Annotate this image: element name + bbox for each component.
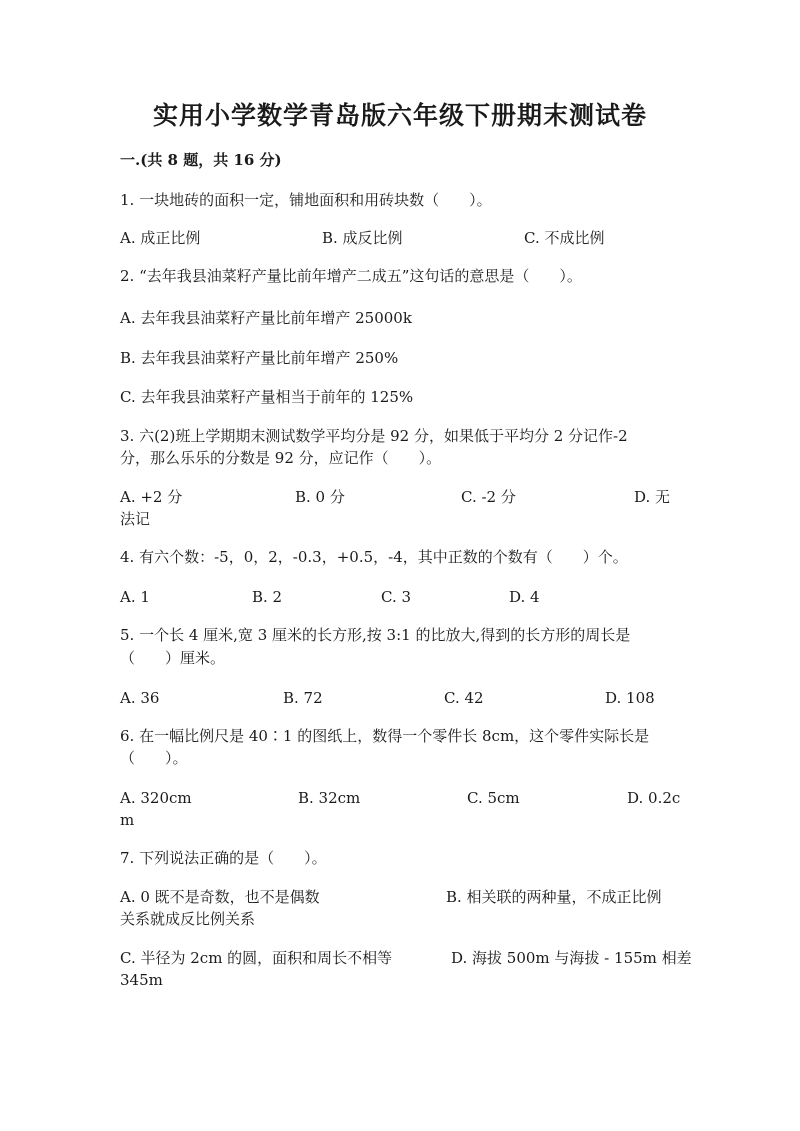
question-6-stem-line-2: （ ）。 xyxy=(120,749,188,767)
question-2-stem: 2. “去年我县油菜籽产量比前年增产二成五”这句话的意思是（ ）。 xyxy=(120,267,582,285)
question-6-stem-line-1: 6. 在一幅比例尺是 40∶1 的图纸上，数得一个零件长 8cm，这个零件实际长是 xyxy=(120,727,650,745)
question-4-option-b: B. 2 xyxy=(252,588,283,606)
question-4-option-c: C. 3 xyxy=(381,588,412,606)
question-6-option-a: A. 320cm xyxy=(120,789,192,807)
question-5-option-a: A. 36 xyxy=(120,689,160,707)
question-6-option-d-wrap: m xyxy=(120,811,135,829)
question-6-option-b: B. 32cm xyxy=(298,789,361,807)
question-5-stem-line-1: 5. 一个长 4 厘米,宽 3 厘米的长方形,按 3:1 的比放大,得到的长方形的周长是 xyxy=(120,626,631,644)
question-7-option-b: B. 相关联的两种量，不成正比例 xyxy=(446,888,662,906)
question-2-option-c: C. 去年我县油菜籽产量相当于前年的 125% xyxy=(120,388,414,406)
question-5-option-c: C. 42 xyxy=(444,689,484,707)
question-1-option-b: B. 成反比例 xyxy=(322,229,403,247)
question-4-stem: 4. 有六个数：-5，0，2，-0.3，+0.5，-4，其中正数的个数有（ ）个。 xyxy=(120,548,628,566)
question-3-option-a: A. +2 分 xyxy=(120,488,183,506)
question-3-option-c: C. -2 分 xyxy=(461,488,516,506)
question-7-option-c: C. 半径为 2cm 的圆，面积和周长不相等 xyxy=(120,949,393,967)
question-2-option-a: A. 去年我县油菜籽产量比前年增产 25000k xyxy=(120,309,412,327)
page-title: 实用小学数学青岛版六年级下册期末测试卷 xyxy=(152,101,647,130)
question-1-stem: 1. 一块地砖的面积一定，铺地面积和用砖块数（ ）。 xyxy=(120,191,492,209)
question-3-stem-line-1: 3. 六(2)班上学期期末测试数学平均分是 92 分，如果低于平均分 2 分记作-2 xyxy=(120,427,628,445)
question-6-option-c: C. 5cm xyxy=(467,789,520,807)
section-heading: 一.(共 8 题，共 16 分) xyxy=(120,151,282,169)
question-3-option-b: B. 0 分 xyxy=(295,488,345,506)
question-5-option-b: B. 72 xyxy=(283,689,323,707)
question-3-stem-line-2: 分，那么乐乐的分数是 92 分，应记作（ ）。 xyxy=(120,449,442,467)
question-3-option-d-wrap: 法记 xyxy=(120,510,151,528)
question-5-option-d: D. 108 xyxy=(605,689,655,707)
question-4-option-d: D. 4 xyxy=(509,588,540,606)
question-7-option-d: D. 海拔 500m 与海拔 - 155m 相差 xyxy=(451,949,692,967)
question-7-option-d-wrap: 345m xyxy=(120,971,163,989)
question-6-option-d: D. 0.2c xyxy=(627,789,681,807)
question-4-option-a: A. 1 xyxy=(120,588,150,606)
question-5-stem-line-2: （ ）厘米。 xyxy=(120,649,226,667)
question-7-stem: 7. 下列说法正确的是（ ）。 xyxy=(120,849,327,867)
question-2-option-b: B. 去年我县油菜籽产量比前年增产 250% xyxy=(120,349,399,367)
question-7-option-a: A. 0 既不是奇数，也不是偶数 xyxy=(120,888,320,906)
question-1-option-c: C. 不成比例 xyxy=(524,229,605,247)
question-3-option-d: D. 无 xyxy=(634,488,671,506)
question-1-option-a: A. 成正比例 xyxy=(120,229,201,247)
question-7-option-b-wrap: 关系就成反比例关系 xyxy=(120,910,256,928)
